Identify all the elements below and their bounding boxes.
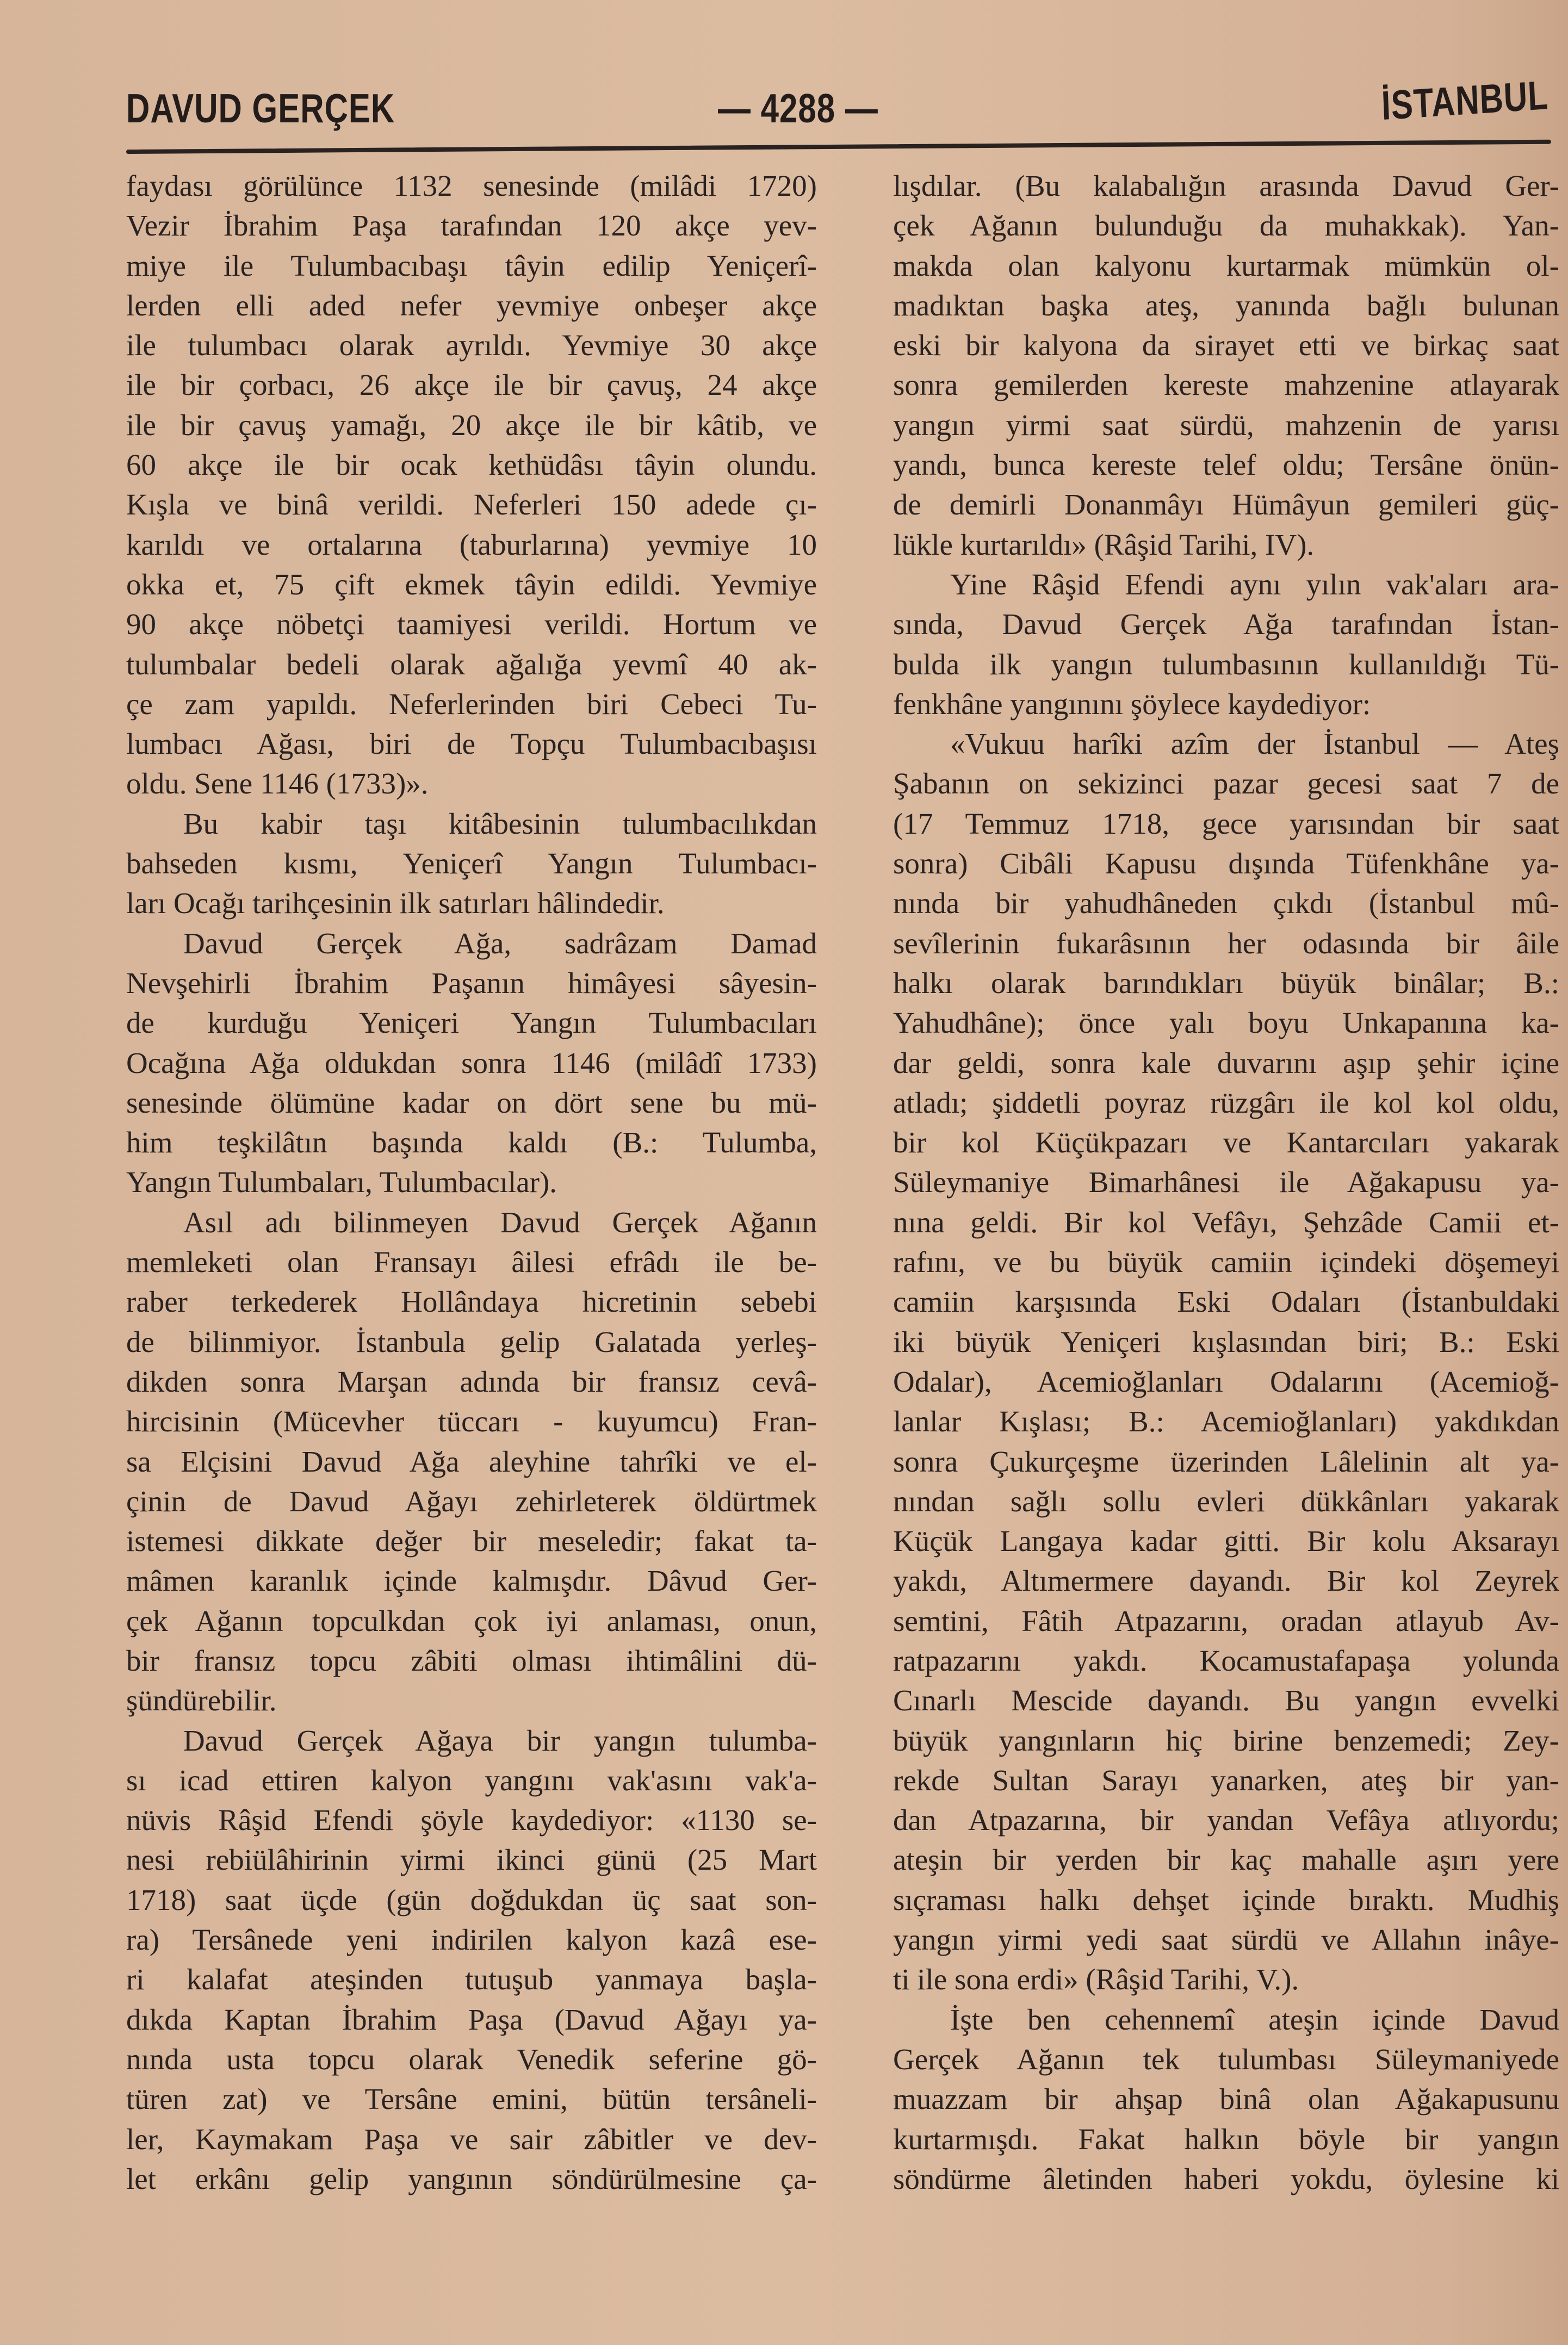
text-line: eski bir kalyona da sirayet etti ve birkaç saat: [893, 328, 1559, 362]
text-column-right: [893, 166, 1559, 2199]
text-line: sı icad ettiren kalyon yangını vak'asını vak'a-: [126, 1763, 817, 1797]
text-line: nına geldi. Bir kol Vefâyı, Şehzâde Camii et-: [893, 1205, 1559, 1239]
text-line: Cınarlı Mescide dayandı. Bu yangın evvelki: [893, 1684, 1559, 1717]
text-line: rekde Sultan Sarayı yanarken, ateş bir yan-: [893, 1763, 1559, 1797]
text-line: nından sağlı sollu evleri dükkânları yakarak: [893, 1484, 1559, 1518]
text-line: ile bir çavuş yamağı, 20 akçe ile bir kâtib, ve: [126, 408, 817, 442]
text-line: dıkda Kaptan İbrahim Paşa (Davud Ağayı ya-: [126, 2002, 817, 2036]
text-line: çek Ağanın bulunduğu da muhakkak). Yan-: [893, 209, 1559, 243]
text-line: ratpazarını yakdı. Kocamustafapaşa yolunda: [893, 1643, 1559, 1677]
paragraph: [893, 564, 1559, 724]
paragraph: [126, 1721, 817, 2199]
text-line: ateşin bir yerden bir kaç mahalle aşırı yere: [893, 1843, 1559, 1877]
text-line: istemesi dikkate değer bir meseledir; fakat ta-: [126, 1524, 817, 1558]
paragraph: [126, 804, 817, 923]
text-line: muazzam bir ahşap binâ olan Ağakapusunu: [893, 2082, 1559, 2116]
text-line: ile tulumbacı olarak ayrıldı. Yevmiye 30 akçe: [126, 328, 817, 362]
text-line: Odalar), Acemioğlanları Odalarını (Acemioğ-: [893, 1364, 1559, 1398]
text-line: memleketi olan Fransayı âilesi efrâdı ile be-: [126, 1245, 817, 1279]
text-line: de bilinmiyor. İstanbula gelip Galatada yerleş-: [126, 1325, 817, 1358]
text-line: 90 akçe nöbetçi taamiyesi verildi. Hortum ve: [126, 607, 817, 641]
paragraph: [893, 724, 1559, 2000]
text-line: Bu kabir taşı kitâbesinin tulumbacılıkdan: [183, 807, 817, 840]
text-line: İşte ben cehennemî ateşin içinde Davud: [950, 2002, 1559, 2036]
text-line: 1718) saat üçde (gün doğdukdan üç saat son-: [126, 1883, 817, 1916]
text-line: hircisinin (Mücevher tüccarı - kuyumcu) Fran-: [126, 1405, 817, 1438]
paragraph: [893, 166, 1559, 564]
text-line: türen zat) ve Tersâne emini, bütün tersâneli-: [126, 2082, 817, 2116]
paragraph: [126, 166, 817, 804]
text-line: fenkhâne yangınını şöylece kaydediyor:: [893, 687, 1371, 721]
text-line: nında bir yahudhâneden çıkdı (İstanbul mû-: [893, 886, 1559, 920]
text-line: Küçük Langaya kadar gitti. Bir kolu Aksarayı: [893, 1524, 1559, 1558]
text-line: Yangın Tulumbaları, Tulumbacılar).: [126, 1165, 557, 1199]
text-line: let erkânı gelip yangının söndürülmesine ça-: [126, 2162, 817, 2195]
text-line: sında, Davud Gerçek Ağa tarafından İstan-: [893, 607, 1559, 641]
text-line: iki büyük Yeniçeri kışlasından biri; B.: Eski: [893, 1325, 1559, 1358]
text-line: Nevşehirli İbrahim Paşanın himâyesi sâyesin-: [126, 966, 817, 1000]
paragraph: [126, 923, 817, 1202]
text-line: 60 akçe ile bir ocak kethüdâsı tâyin olundu.: [126, 448, 817, 482]
text-line: ile bir çorbacı, 26 akçe ile bir çavuş, 24 akçe: [126, 368, 817, 402]
text-line: Yine Râşid Efendi aynı yılın vak'aları ara-: [950, 567, 1559, 601]
text-line: dikden sonra Marşan adında bir fransız cevâ-: [126, 1364, 817, 1398]
text-line: sonra gemilerden kereste mahzenine atlayarak: [893, 368, 1559, 402]
text-line: miye ile Tulumbacıbaşı tâyin edilip Yeniçerî-: [126, 249, 817, 282]
text-line: Davud Gerçek Ağaya bir yangın tulumba-: [183, 1723, 817, 1757]
text-line: ti ile sona erdi» (Râşid Tarihi, V.).: [893, 1963, 1299, 1996]
text-line: sıçraması halkı dehşet içinde bıraktı. Mudhiş: [893, 1883, 1559, 1916]
text-line: mâmen karanlık içinde kalmışdır. Dâvud Ger-: [126, 1564, 817, 1598]
text-line: yakdı, Altımermere dayandı. Bir kol Zeyrek: [893, 1564, 1559, 1598]
page-number: — 4288 —: [718, 85, 878, 132]
text-line: çe zam yapıldı. Neferlerinden biri Cebeci Tu-: [126, 687, 817, 721]
text-line: ları Ocağı tarihçesinin ilk satırları hâlindedir.: [126, 886, 665, 920]
text-line: lükle kurtarıldı» (Râşid Tarihi, IV).: [893, 528, 1315, 561]
text-line: Asıl adı bilinmeyen Davud Gerçek Ağanın: [183, 1205, 817, 1239]
text-line: ri kalafat ateşinden tutuşub yanmaya başla-: [126, 1963, 817, 1996]
text-line: dan Atpazarına, bir yandan Vefâya atlıyordu;: [893, 1803, 1559, 1837]
text-line: bulda ilk yangın tulumbasının kullanıldığı Tü-: [893, 647, 1559, 681]
text-line: halkı olarak barındıkları büyük binâlar; B.:: [893, 966, 1559, 1000]
text-line: makda olan kalyonu kurtarmak mümkün ol-: [893, 249, 1559, 282]
text-line: Kışla ve binâ verildi. Neferleri 150 adede çı-: [126, 488, 817, 522]
text-line: madıktan başka ateş, yanında bağlı bulunan: [893, 288, 1559, 322]
text-line: karıldı ve ortalarına (taburlarına) yevmiye 10: [126, 528, 817, 561]
text-line: semtini, Fâtih Atpazarını, oradan atlayub Av-: [893, 1604, 1559, 1637]
text-line: nında usta topcu olarak Venedik seferine gö-: [126, 2042, 817, 2076]
text-line: dar geldi, sonra kale duvarını aşıp şehir içine: [893, 1046, 1559, 1080]
text-line: kurtarmışdı. Fakat halkın böyle bir yangın: [893, 2122, 1559, 2156]
text-line: bahseden kısmı, Yeniçerî Yangın Tulumbacı-: [126, 847, 817, 880]
text-line: tulumbalar bedeli olarak ağalığa yevmî 40 ak-: [126, 647, 817, 681]
text-line: lumbacı Ağası, biri de Topçu Tulumbacıbaşısı: [126, 727, 817, 761]
text-line: camiin karşısında Eski Odaları (İstanbuldaki: [893, 1285, 1559, 1319]
text-line: lışdılar. (Bu kalabalığın arasında Davud Ger-: [893, 169, 1559, 202]
text-line: yangın yirmi saat sürdü, mahzenin de yarısı: [893, 408, 1559, 442]
running-header-section: İSTANBUL: [1380, 72, 1550, 129]
text-line: şündürebilir.: [126, 1684, 277, 1717]
text-line: yandı, bunca kereste telef oldu; Tersâne önün-: [893, 448, 1559, 482]
text-line: Şabanın on sekizinci pazar gecesi saat 7 de: [893, 767, 1559, 801]
text-line: Gerçek Ağanın tek tulumbası Süleymaniyede: [893, 2042, 1559, 2076]
text-line: senesinde ölümüne kadar on dört sene bu mü-: [126, 1085, 817, 1119]
text-line: Davud Gerçek Ağa, sadrâzam Damad: [183, 926, 817, 960]
text-line: de kurduğu Yeniçeri Yangın Tulumbacıları: [126, 1006, 817, 1040]
text-line: büyük yangınların hiç birine benzemedi; Zey-: [893, 1723, 1559, 1757]
paragraph: [893, 2000, 1559, 2199]
text-line: rafını, ve bu büyük camiin içindeki döşemeyi: [893, 1245, 1559, 1279]
text-line: bir kol Küçükpazarı ve Kantarcıları yakarak: [893, 1126, 1559, 1159]
text-line: çinin de Davud Ağayı zehirleterek öldürtmek: [126, 1484, 817, 1518]
text-line: atladı; şiddetli poyraz rüzgârı ile kol kol oldu,: [893, 1085, 1559, 1119]
text-line: «Vukuu harîki azîm der İstanbul — Ateş: [950, 727, 1559, 761]
text-line: sa Elçisini Davud Ağa aleyhine tahrîki ve el-: [126, 1444, 817, 1478]
text-line: (17 Temmuz 1718, gece yarısından bir saat: [893, 807, 1559, 840]
text-line: Yahudhâne); önce yalı boyu Unkapanına ka-: [893, 1006, 1559, 1040]
text-line: çek Ağanın topculkdan çok iyi anlaması, onun,: [126, 1604, 817, 1637]
text-line: sonra Çukurçeşme üzerinden Lâlelinin alt ya-: [893, 1444, 1559, 1478]
text-line: raber terkederek Hollândaya hicretinin sebebi: [126, 1285, 817, 1319]
text-line: okka et, 75 çift ekmek tâyin edildi. Yevmiye: [126, 567, 817, 601]
text-line: sonra) Cibâli Kapusu dışında Tüfenkhâne ya-: [893, 847, 1559, 880]
text-column-left: [126, 166, 817, 2199]
text-line: ler, Kaymakam Paşa ve sair zâbitler ve dev-: [126, 2122, 817, 2156]
text-line: söndürme âletinden haberi yokdu, öylesine ki: [893, 2162, 1559, 2195]
text-line: Süleymaniye Bimarhânesi ile Ağakapusu ya-: [893, 1165, 1559, 1199]
text-line: de demirli Donanmâyı Hümâyun gemileri güç-: [893, 488, 1559, 522]
text-line: yangın yirmi yedi saat sürdü ve Allahın inâye-: [893, 1923, 1559, 1957]
text-line: nesi rebiülâhirinin yirmi ikinci günü (25 Mart: [126, 1843, 817, 1877]
running-header-title: DAVUD GERÇEK: [126, 85, 395, 132]
text-line: lanlar Kışlası; B.: Acemioğlanları) yakdıkdan: [893, 1405, 1559, 1438]
text-line: Vezir İbrahim Paşa tarafından 120 akçe yev-: [126, 209, 817, 243]
text-line: sevîlerinin fukarâsının her odasında bir âile: [893, 926, 1559, 960]
text-line: Ocağına Ağa oldukdan sonra 1146 (milâdî 1733): [126, 1046, 817, 1080]
text-line: him teşkilâtın başında kaldı (B.: Tulumba,: [126, 1126, 817, 1159]
text-line: oldu. Sene 1146 (1733)».: [126, 767, 429, 801]
text-line: faydası görülünce 1132 senesinde (milâdi 1720): [126, 169, 817, 202]
paragraph: [126, 1202, 817, 1721]
text-line: lerden elli aded nefer yevmiye onbeşer akçe: [126, 288, 817, 322]
text-line: bir fransız topcu zâbiti olması ihtimâlini dü-: [126, 1643, 817, 1677]
text-line: nüvis Râşid Efendi şöyle kaydediyor: «1130 se-: [126, 1803, 817, 1837]
text-line: ra) Tersânede yeni indirilen kalyon kazâ ese-: [126, 1923, 817, 1957]
header-rule: [126, 140, 1551, 154]
